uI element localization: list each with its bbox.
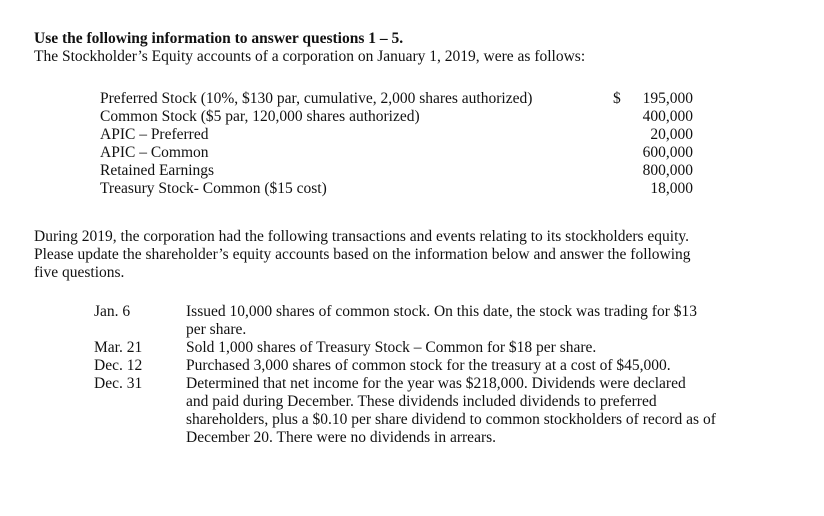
account-amount: 800,000 [642,162,693,179]
instructions-heading: Use the following information to answer questions 1 – 5. [34,30,404,47]
account-name: APIC – Preferred [100,126,209,143]
account-amount: 18,000 [650,180,693,197]
paragraph-line: five questions. [34,264,125,281]
account-name: Common Stock ($5 par, 120,000 shares authorized) [100,108,420,125]
description-line: Purchased 3,000 shares of common stock for the treasury at a cost of $45,000. [186,357,671,374]
account-row [100,90,693,108]
transaction-description [186,339,786,357]
intro-text: The Stockholder’s Equity accounts of a corporation on January 1, 2019, were as follows: [34,48,586,65]
dollar-sign: $ [613,90,621,107]
transaction-description [186,375,786,447]
account-row [100,144,693,162]
account-amount: 20,000 [650,126,693,143]
account-row [100,126,693,144]
transaction-date: Jan. 6 [94,303,131,320]
transaction-description [186,357,786,375]
description-line: December 20. There were no dividends in arrears. [186,429,497,446]
transaction-item [94,375,784,447]
description-line: shareholders, plus a $0.10 per share dividend to common stockholders of record as of [186,411,716,428]
transaction-item [94,303,784,339]
account-amount: 600,000 [642,144,693,161]
description-line: Issued 10,000 shares of common stock. On this date, the stock was trading for $13 [186,303,697,320]
paragraph-line: Please update the shareholder’s equity accounts based on the information below and answer the following [34,246,691,263]
account-row [100,162,693,180]
instructions-paragraph [34,228,774,282]
description-line: Determined that net income for the year was $218,000. Dividends were declared [186,375,686,392]
transaction-date: Dec. 31 [94,375,143,392]
account-row [100,180,693,198]
transaction-description [186,303,786,339]
description-line: and paid during December. These dividends included dividends to preferred [186,393,657,410]
paragraph-line: During 2019, the corporation had the following transactions and events relating to its stockholders equity. [34,228,690,245]
transaction-date: Dec. 12 [94,357,143,374]
description-line: per share. [186,321,247,338]
account-amount: 400,000 [642,108,693,125]
account-name: Treasury Stock- Common ($15 cost) [100,180,327,197]
account-name: APIC – Common [100,144,209,161]
account-amount: 195,000 [642,90,693,107]
transactions-list [94,303,784,447]
transaction-date: Mar. 21 [94,339,143,356]
account-row [100,108,693,126]
transaction-item [94,339,784,357]
account-name: Preferred Stock (10%, $130 par, cumulative, 2,000 shares authorized) [100,90,533,107]
account-name: Retained Earnings [100,162,215,179]
description-line: Sold 1,000 shares of Treasury Stock – Common for $18 per share. [186,339,597,356]
transaction-item [94,357,784,375]
equity-accounts-table [100,90,693,198]
